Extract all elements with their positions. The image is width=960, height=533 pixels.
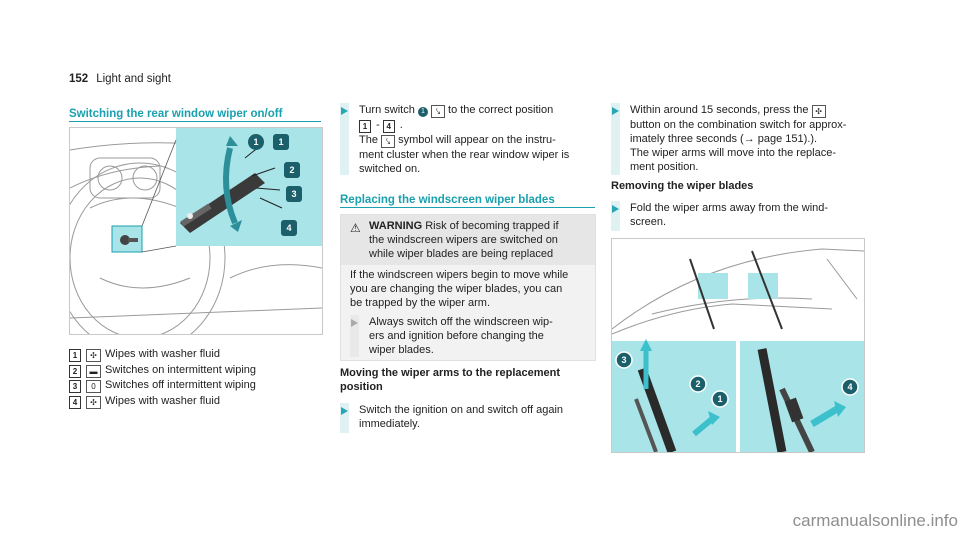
step-arrow-icon: [612, 205, 619, 213]
warning-box: ⚠ WARNING Risk of becoming trapped if the windscreen wipers are switched on while wiper blades are being replaced If the windscreen wipers begin to move while you are changing the wiper blades, you can be trapped by the wiper arm. Always switch off the windscreen wip- ers and ignition before changing the wiper blades.: [340, 214, 596, 361]
callout-2: 2: [695, 379, 701, 389]
arrow-right-icon: →: [743, 133, 755, 145]
warning-step: Always switch off the windscreen wip- ers and ignition before changing the wiper blades.: [350, 315, 580, 357]
step-ignition: Switch the ignition on and switch off again immediately.: [340, 403, 595, 433]
callout-box-2: 2: [289, 165, 295, 175]
wiper-blade-illustration: [612, 239, 864, 452]
callout-4: 4: [847, 382, 853, 392]
heading-rule: [340, 207, 595, 208]
step-arrow-icon: [341, 107, 348, 115]
legend-item: 3 0 Switches off intermittent wiping: [69, 378, 256, 394]
rear-wiper-symbol-icon: ⤥: [431, 105, 445, 118]
figure-wiper-switch: [69, 127, 323, 335]
legend-item: 2 ▬ Switches on intermittent wiping: [69, 363, 256, 379]
washer-fluid-icon: ✣: [86, 396, 101, 409]
step-arrow-icon: [612, 107, 619, 115]
section-title: Light and sight: [96, 73, 171, 85]
washer-fluid-icon: ✣: [86, 349, 101, 362]
step-arrow-icon: [341, 407, 348, 415]
callout-box-1: 1: [278, 137, 284, 147]
intermittent-off-icon: 0: [86, 380, 101, 393]
wiper-switch-illustration: [70, 128, 322, 334]
watermark: carmanualsonline.info: [792, 511, 958, 530]
page-header: [69, 73, 171, 85]
callout-box-3: 3: [291, 189, 297, 199]
legend-list: [69, 347, 256, 409]
callout-1-icon: 1: [418, 107, 428, 117]
subheading-moving-arms: Moving the wiper arms to the replacement position: [340, 367, 561, 393]
step-press-button: Within around 15 seconds, press the ✣ button on the combination switch for approx- imately three seconds (→ page 151).). The wiper arms will move into the replace- ment position.: [611, 103, 871, 175]
step-turn-switch: Turn switch 1 ⤥ to the correct position 1 - 4 . The ⤥ symbol will appear on the instru- ment cluster when the rear window wiper is switched on.: [340, 103, 595, 175]
legend-item: 4 ✣ Wipes with washer fluid: [69, 394, 256, 410]
rear-wiper-symbol-icon: ⤥: [381, 135, 395, 148]
subheading-removing-blades: Removing the wiper blades: [611, 180, 754, 192]
section-heading-rear-wiper: Switching the rear window wiper on/off: [69, 108, 283, 120]
page-number: 152: [69, 73, 89, 85]
intermittent-on-icon: ▬: [86, 365, 101, 378]
callout-3: 3: [621, 355, 627, 365]
warning-icon: ⚠: [350, 221, 361, 235]
callout-box-4: 4: [286, 223, 292, 233]
figure-wiper-blades: [611, 238, 865, 453]
callout-1: 1: [717, 394, 723, 404]
legend-item: 1 ✣ Wipes with washer fluid: [69, 347, 256, 363]
section-heading-replacing-blades: Replacing the windscreen wiper blades: [340, 194, 555, 206]
heading-rule: [69, 121, 321, 122]
washer-fluid-icon: ✣: [812, 105, 826, 118]
step-fold-arms: Fold the wiper arms away from the wind- screen.: [611, 201, 871, 231]
callout-circle-1: 1: [253, 137, 259, 147]
